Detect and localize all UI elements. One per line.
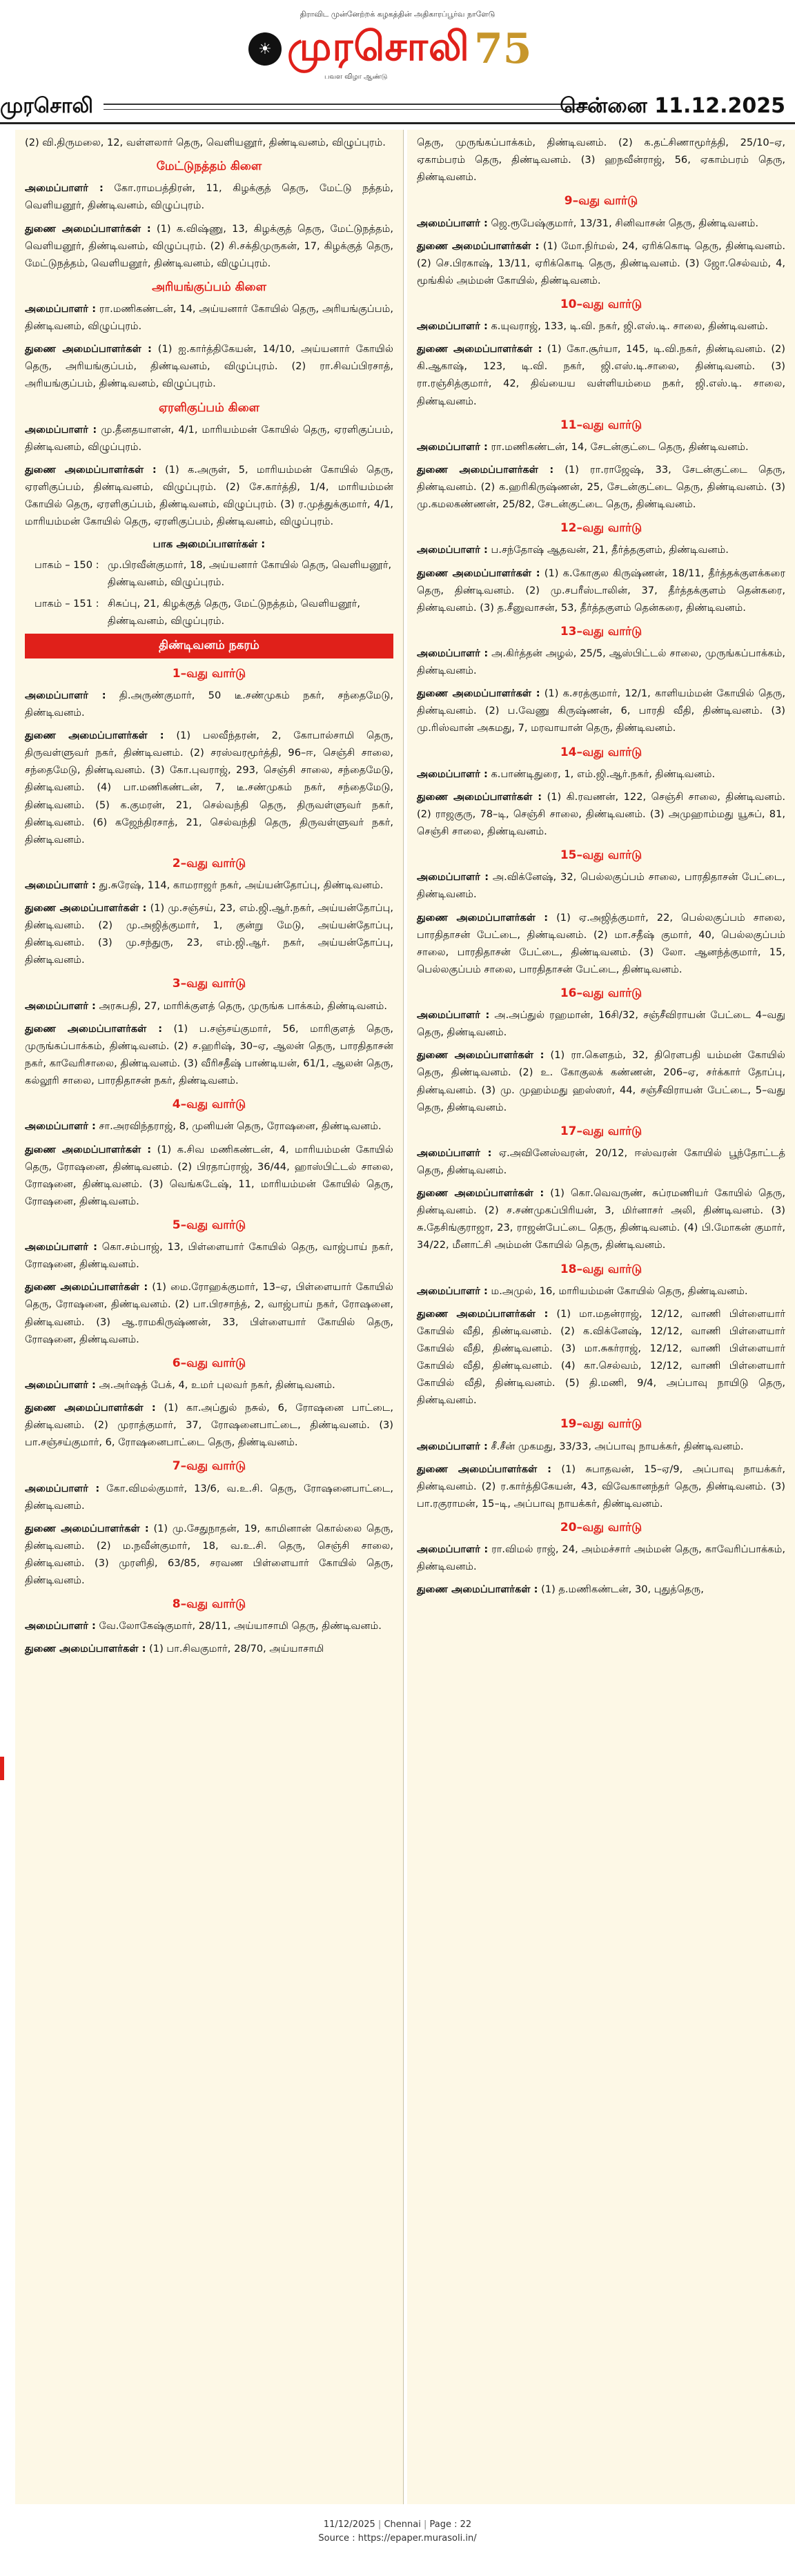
leader-details: க.யுவராஜ், 133, டி.வி. நகர், ஜி.எஸ்.டி. சாலை, திண்டிவனம். (491, 320, 769, 333)
leader-entry (417, 215, 785, 232)
leader-details: ப.சந்தோஷ் ஆதவன், 21, தீர்த்தகுளம், திண்டிவனம். (491, 544, 729, 556)
ward-section (417, 416, 785, 514)
page-footer (0, 2518, 795, 2545)
booth-details: சிசுப்பு, 21, கிழக்குத் தெரு, மேட்டுநத்தம், வெளியனூர், திண்டிவனம், விழுப்புரம். (108, 598, 361, 627)
deputies-entry (417, 788, 785, 840)
leader-entry (417, 765, 785, 783)
leader-details: சீ.சீன் முகமது, 33/33, அப்பாவு நாயக்கர், திண்டிவனம். (491, 1440, 744, 1452)
deputies-entry (417, 1581, 785, 1598)
city: சென்னை (560, 94, 647, 118)
deputies-entry (25, 1640, 393, 1657)
leader-label: அமைப்பாளர் : (25, 689, 106, 701)
leader-details: ம.அமுல், 16, மாரியம்மன் கோயில் தெரு, திண்டிவனம். (491, 1285, 748, 1297)
left-intro: (2) வி.திருமலை, 12, வள்ளலார் தெரு, வெளியனூர், திண்டிவனம், விழுப்புரம். (25, 137, 386, 148)
leader-details: ரா.மணிகண்டன், 14, அய்யனார் கோயில் தெரு, அரியங்குப்பம், திண்டிவனம், விழுப்புரம். (25, 303, 394, 333)
leader-entry (25, 300, 393, 335)
leader-entry (25, 1480, 393, 1514)
header-rule-thin (104, 109, 588, 110)
deputies-label: துணை அமைப்பாளர்கள் : (25, 902, 147, 915)
deputies-label: துணை அமைப்பாளர்கள் : (417, 463, 554, 476)
leader-entry (417, 1541, 785, 1575)
leader-label: அமைப்பாளர் : (25, 1378, 96, 1391)
ward-title: 7–வது வார்டு (172, 1459, 246, 1474)
dateline (560, 94, 785, 121)
leader-details: க.பாண்டிதுரை, 1, எம்.ஜி.ஆர்.நகர், திண்டிவனம். (491, 768, 716, 780)
deputies-entry (25, 1520, 393, 1589)
ward-list-right (417, 191, 785, 1598)
deputies-label: துணை அமைப்பாளர்கள் : (25, 1402, 156, 1414)
ward-title: 19–வது வார்டு (560, 1417, 642, 1432)
leader-entry (417, 1438, 785, 1455)
leader-entry (25, 997, 393, 1015)
booth-details: மு.பிரவீன்குமார், 18, அய்யனார் கோயில் தெரு, வெளியனூர், திண்டிவனம், விழுப்புரம். (108, 559, 392, 589)
deputies-entry (417, 909, 785, 978)
deputies-details: (1) மை.ரோஹக்குமார், 13–ஏ, பிள்ளையார் கோயில் தெரு, ரோஷனை, திண்டிவனம். (2) பா.பிரசாந்த், 2, வாஜ்பாய் நகர், ரோஷனை, திண்டிவனம். (3) ஆ.ராமகிருஷ்ணன், 33, பிள்ளையார் கோயில் தெரு, ரோஷனை, திண்டிவனம். (25, 1281, 393, 1345)
footer-page: Page : 22 (429, 2519, 472, 2530)
leader-details: து.சுரேஷ், 114, காமராஜர் நகர், அய்யன்தோப்பு, திண்டிவனம். (99, 879, 384, 892)
ward-section (25, 664, 393, 848)
deputies-entry (25, 1399, 393, 1451)
deputies-details: (1) க.விஷ்ணு, 13, கிழக்குத் தெரு, மேட்டுநத்தம், வெளியனூர், திண்டிவனம், விழுப்புரம். (2) சி.சக்திமுருகன், 17, கிழக்குத் தெரு, மேட்டுநத்தம், வெளியனூர், திண்டிவனம், விழுப்புரம். (25, 222, 394, 269)
ward-section (25, 1095, 393, 1210)
deputies-details: (1) ப.சஞ்சய்குமார், 56, மாரிகுளத் தெரு, முருங்கப்பாக்கம், திண்டிவனம். (2) ச.ஹரிஷ், 30–ஏ, ஆலன் தெரு, பாரதிதாசன் நகர், காவேரிசாலை, திண்டிவனம். (3) வீரிசதீஷ் பாண்டியன், 61/1, ஆலன் தெரு, கல்லூரி சாலை, பாரதிதாசன் நகர், திண்டிவனம். (25, 1022, 393, 1087)
deputies-details: (1) கா.அப்துல் நசுல், 6, ரோஷனை பாட்டை, திண்டிவனம். (2) முராத்குமார், 37, ரோஷனைபாட்டை, திண்டிவனம். (3) பா.சஞ்சய்குமார், 6, ரோஷனைபாட்டை தெரு, திண்டிவனம். (25, 1402, 394, 1449)
deputies-details: (1) ஏ.அஜித்குமார், 22, பெல்லகுப்பம் சாலை, பாரதிதாசன் பேட்டை, திண்டிவனம். (2) மா.சதீஷ் குமார், 40, பெல்லகுப்பம் சாலை, பாரதிதாசன் பேட்டை, திண்டிவனம். (3) லோ. ஆனந்த்குமார், 15, பெல்லகுப்பம் சாலை, பாரதிதாசன் பேட்டை, திண்டிவனம். (417, 911, 786, 975)
deputies-details: (1) மா.மதன்ராஜ், 12/12, வாணி பிள்ளையார் கோயில் வீதி, திண்டிவனம். (2) க.விக்னேஷ், 12/12, வாணி பிள்ளையார் கோயில் வீதி, திண்டிவனம். (3) மா.சுகர்ராஜ், 12/12, வாணி பிள்ளையார் கோயில் வீதி, திண்டிவனம். (4) கா.செல்வம், 12/12, வாணி பிள்ளையார் கோயில் வீதி, திண்டிவனம். (5) தி.மணி, 9/4, அப்பாவு நாயிடு தெரு, திண்டிவனம். (417, 1307, 786, 1407)
sun-emblem-icon: ☀ (248, 32, 282, 66)
deputies-details: (1) கொ.வெவருண், சுப்ரமணியர் கோயில் தெரு, திண்டிவனம். (2) ச.சண்முகப்பிரியன், 3, மிர்னாசர் அலி, திண்டிவனம். (3) சு.தேசிங்குராஜா, 23, ராஜன்பேட்டை தெரு, திண்டிவனம். (4) பி.மோகன் குமார், 34/22, மீனாட்சி அம்மன் கோயில் தெரு, திண்டிவனம். (417, 1187, 785, 1251)
ward-section (417, 1260, 785, 1409)
ward-section (417, 743, 785, 841)
deputies-label: துணை அமைப்பாளர்கள் : (417, 790, 542, 803)
branch-section (25, 277, 393, 393)
ward-title: 8–வது வார்டு (172, 1597, 246, 1612)
right-intro: தெரு, முருங்கப்பாக்கம், திண்டிவனம். (2) க.தட்சிணாமூர்த்தி, 25/10–ஏ, ஏகாம்பரம் தெரு, திண்டிவனம். (3) ஹநவீன்ராஜ், 56, ஏகாம்பரம் தெரு, திண்டிவனம். (417, 137, 785, 184)
right-column (407, 130, 795, 2504)
deputies-label: துணை அமைப்பாளர்கள் : (417, 1187, 544, 1200)
branch-title: மேட்டுநத்தம் கிளை (156, 159, 262, 174)
ward-section (417, 1518, 785, 1599)
deputies-details: (1) பா.சிவகுமார், 28/70, அய்யாசாமி (149, 1643, 324, 1655)
deputies-label: துணை அமைப்பாளர்கள் : (417, 687, 540, 700)
leader-label: அமைப்பாளர் : (417, 647, 489, 660)
header-rule (104, 104, 588, 105)
leader-entry (25, 179, 393, 214)
booth-title: பாக அமைப்பாளர்கள் : (153, 538, 266, 551)
deputies-label: துணை அமைப்பாளர்கள் : (417, 1049, 544, 1062)
deputies-label: துணை அமைப்பாளர்கள் : (417, 343, 542, 355)
masthead-subtitle: பவள விழா ஆண்டு (324, 73, 388, 81)
ward-title: 6–வது வார்டு (172, 1356, 246, 1370)
leader-label: அமைப்பாளர் : (417, 1543, 489, 1556)
leader-details: அ.அப்துல் ரஹமான், 16சி/32, சஞ்சீவிராயன் பேட்டை 4–வது தெரு, திண்டிவனம். (417, 1009, 785, 1039)
deputies-entry (25, 727, 393, 848)
booth-section (25, 536, 393, 630)
ward-title: 3–வது வார்டு (172, 977, 246, 991)
booth-label: பாகம் – 150 : (35, 559, 99, 572)
ward-section (25, 1456, 393, 1589)
leader-entry (25, 1118, 393, 1135)
deputies-details: (1) மோ.நிர்மல், 24, ஏரிக்கொடி தெரு, திண்டிவனம். (2) செ.பிரகாஷ், 13/11, ஏரிக்கொடி தெரு, திண்டிவனம். (3) ஜோ.செல்வம், 4, மூங்கில் அம்மன் கோயில், திண்டிவனம். (417, 240, 786, 286)
masthead (0, 0, 795, 93)
ward-section (417, 518, 785, 616)
deputies-label: துணை அமைப்பாளர்கள் : (25, 1143, 152, 1155)
deputies-label: துணை அமைப்பாளர்கள் : (25, 343, 152, 355)
anniversary-badge: 75 (474, 25, 532, 73)
branch-list (25, 157, 393, 530)
leader-entry (417, 541, 785, 558)
ward-title: 14–வது வார்டு (560, 745, 642, 759)
leader-label: அமைப்பாளர் : (25, 879, 96, 892)
leader-entry (417, 1282, 785, 1300)
deputies-label: துணை அமைப்பாளர்கள் : (417, 1583, 538, 1596)
deputies-label: துணை அமைப்பாளர்கள் : (25, 222, 151, 235)
logo-text: முரசொலி (287, 23, 470, 70)
deputies-entry (417, 1184, 785, 1253)
leader-details: வே.லோகேஷ்குமார், 28/11, அய்யாசாமி தெரு, திண்டிவனம். (99, 1620, 382, 1632)
leader-label: அமைப்பாளர் : (25, 999, 96, 1012)
leader-details: ரா.விமல் ராஜ், 24, அம்மச்சார் அம்மன் தெரு, காவேரிப்பாக்கம், திண்டிவனம். (417, 1543, 786, 1573)
leader-details: கொ.சம்பாஜ், 13, பிள்ளையார் கோயில் தெரு, வாஜ்பாய் நகர், ரோஷனை, திண்டிவனம். (25, 1241, 393, 1271)
deputies-entry (25, 461, 393, 530)
ward-section (25, 854, 393, 969)
deputies-details: (1) க.சிவ மணிகண்டன், 4, மாரியம்மன் கோயில் தெரு, ரோஷனை, திண்டிவனம். (2) பிரதாப்ராஜ், 36/44, ஹாஸ்பிட்டல் சாலை, ரோஷனை, திண்டிவனம். (3) வெங்கடேஷ், 11, மாரியம்மன் கோயில் தெரு, ரோஷனை, திண்டிவனம். (25, 1143, 394, 1207)
ward-section (25, 1354, 393, 1452)
leader-details: மு.தீனதயாளன், 4/1, மாரியம்மன் கோயில் தெரு, ஏரளிகுப்பம், திண்டிவனம், விழுப்புரம். (25, 423, 393, 453)
deputies-label: துணை அமைப்பாளர்கள் : (417, 240, 540, 252)
booth-row (25, 595, 393, 630)
ward-list-left (25, 664, 393, 1658)
leader-entry (25, 1617, 393, 1635)
ward-title: 16–வது வார்டு (560, 986, 642, 1000)
deputies-entry (417, 565, 785, 616)
ward-title: 20–வது வார்டு (560, 1521, 642, 1535)
deputies-entry (417, 1461, 785, 1512)
leader-details: சா.அரவிந்தராஜ், 8, முனியன் தெரு, ரோஷனை, திண்டிவனம். (99, 1120, 382, 1133)
leader-label: அமைப்பாளர் : (417, 320, 488, 333)
leader-entry (417, 318, 785, 335)
deputies-details: (1) ரா.கௌதம், 32, திரௌபதி யம்மன் கோயில் தெரு, திண்டிவனம். (2) உ. கோகுலக் கண்ணன், 206–ஏ, சர்க்கார் தோப்பு, திண்டிவனம். (3) மு. முஹம்மது ஹஸ்ஸர், 44, சஞ்சீவிராயன் பேட்டை, 5–வது தெரு, திண்டிவனம். (417, 1049, 785, 1113)
booth-label: பாகம் – 151 : (35, 598, 99, 610)
footer-edition: Chennai (384, 2519, 421, 2530)
leader-details: கோ.விமல்குமார், 13/6, வ.உ.சி. தெரு, ரோஷனைபாட்டை, திண்டிவனம். (25, 1482, 393, 1512)
leader-entry (25, 421, 393, 456)
deputies-entry (417, 1046, 785, 1115)
leader-label: அமைப்பாளர் : (25, 182, 104, 195)
deputies-label: துணை அமைப்பாளர்கள் : (25, 730, 164, 742)
ward-title: 12–வது வார்டு (560, 521, 642, 536)
leader-details: அரசுபதி, 27, மாரிக்குளத் தெரு, முருங்க பாக்கம், திண்டிவனம். (99, 999, 388, 1012)
leader-label: அமைப்பாளர் : (417, 871, 489, 884)
deputies-details: (1) க.சரத்குமார், 12/1, காளியம்மன் கோயில் தெரு, திண்டிவனம். (2) ப.வேணு கிருஷ்ணன், 6, பாரதி வீதி, திண்டிவனம். (3) மு.ரிஸ்வான் அகமது, 7, மரவாயான் தெரு, திண்டிவனம். (417, 687, 786, 734)
deputies-details: (1) க.கோகுல கிருஷ்ணன், 18/11, தீர்த்தக்குளக்கரை தெரு, திண்டிவனம். (2) மு.சபரீஸ்டாலின், 37, தீர்த்தக்குளம் தென்கரை, திண்டிவனம். (3) த.சீனுவாசன், 53, தீர்த்தகுளம் தென்கரை, திண்டிவனம். (417, 567, 785, 614)
leader-label: அமைப்பாளர் : (25, 1482, 100, 1494)
leader-label: அமைப்பாளர் : (25, 303, 97, 315)
leader-details: தி.அருண்குமார், 50 டீ.சண்முகம் நகர், சந்தைமேடு, திண்டிவனம். (25, 689, 393, 719)
leader-entry (417, 868, 785, 903)
ward-section (417, 191, 785, 289)
deputies-label: துணை அமைப்பாளர்கள் : (417, 567, 540, 579)
deputies-details: (1) மு.சஞ்சய், 23, எம்.ஜி.ஆர்.நகர், அய்யன்தோப்பு, திண்டிவனம். (2) மு.அஜித்குமார், 1, குன்று மேடு, அய்யன்தோப்பு, திண்டிவனம். (3) மு.சந்துரு, 23, எம்.ஜி.ஆர். நகர், அய்யன்தோப்பு, திண்டிவனம். (25, 902, 393, 966)
deputies-label: துணை அமைப்பாளர்கள் : (417, 911, 549, 924)
deputies-details: (1) கோ.சூர்யா, 145, டி.வி.நகர், திண்டிவனம். (2) கி.ஆகாஷ், 123, டி.வி. நகர், ஜி.எஸ்.டி.சாலை, திண்டிவனம். (3) ரா.ரஞ்சித்குமார், 42, திவ்யைய வள்ளியம்மை நகர், ஜி.எஸ்.டி. சாலை, திண்டிவனம். (417, 343, 786, 407)
leader-label: அமைப்பாளர் : (417, 1285, 488, 1297)
ward-title: 1–வது வார்டு (172, 666, 246, 681)
ward-section (25, 974, 393, 1089)
deputies-entry (417, 340, 785, 409)
leader-label: அமைப்பாளர் : (417, 217, 488, 229)
branch-section (25, 398, 393, 531)
deputies-details: (1) த.மணிகண்டன், 30, புதுத்தெரு, (541, 1583, 704, 1596)
leader-label: அமைப்பாளர் : (25, 1620, 96, 1632)
leader-entry (25, 1376, 393, 1394)
ward-section (25, 1216, 393, 1348)
deputies-details: (1) பலவீந்தரன், 2, கோபால்சாமி தெரு, திருவள்ளுவர் நகர், திண்டிவனம். (2) சரஸ்வரமூர்த்தி, 96–ஈ, செஞ்சி சாலை, சந்தைமேடு, திண்டிவனம். (3) கோ.புவராஜ், 293, செஞ்சி சாலை, சந்தைமேடு, திண்டிவனம். (4) பா.மணிகண்டன், 7, டீ.சண்முகம் நகர், சந்தைமேடு, திண்டிவனம். (5) க.குமரன், 21, செல்வந்தி தெரு, திருவள்ளுவர் நகர், திண்டிவனம். (6) கஜேந்திரசாத், 21, செல்வந்தி தெரு, திருவள்ளுவர் நகர், திண்டிவனம். (25, 730, 394, 846)
ward-section (417, 622, 785, 737)
deputies-entry (417, 1305, 785, 1409)
ward-section (417, 846, 785, 978)
paper-name: முரசொலி (0, 94, 93, 118)
deputies-label: துணை அமைப்பாளர்கள் : (417, 1307, 549, 1320)
leader-entry (25, 877, 393, 894)
leader-details: அ.கிர்த்தன் அழல், 25/5, ஆஸ்பிட்டல் சாலை, முருங்கப்பாக்கம், திண்டிவனம். (417, 647, 785, 677)
ward-title: 2–வது வார்டு (172, 856, 246, 870)
ward-section (417, 295, 785, 410)
footer-date: 11/12/2025 (323, 2519, 375, 2530)
branch-title: ஏரளிகுப்பம் கிளை (158, 400, 260, 415)
footer-separator: | (423, 2519, 430, 2530)
leader-entry (417, 645, 785, 679)
deputies-label: துணை அமைப்பாளர்கள் : (25, 1022, 163, 1035)
leader-details: ஏ.அவினேஸ்வரன், 20/12, ஈஸ்வரன் கோயில் பூந்தோட்டத் தெரு, திண்டிவனம். (417, 1146, 786, 1177)
leader-label: அமைப்பாளர் : (417, 768, 488, 780)
leader-label: அமைப்பாளர் : (417, 1440, 488, 1452)
deputies-details: (1) ரா.ராஜேஷ், 33, சேடன்குட்டை தெரு, திண்டிவனம். (2) க.ஹரிகிருஷ்ணன், 25, சேடன்குட்டை தெரு, திண்டிவனம். (3) மு.கமலகண்ணன், 25/82, சேடன்குட்டை தெரு, திண்டிவனம். (417, 463, 785, 511)
booth-rows (25, 556, 393, 630)
leader-label: அமைப்பாளர் : (25, 1120, 96, 1133)
town-title: திண்டிவனம் நகரம் (25, 634, 393, 658)
leader-entry (417, 1144, 785, 1179)
leader-details: ரா.மணிகண்டன், 14, சேடன்குட்டை தெரு, திண்டிவனம். (491, 440, 749, 453)
leader-label: அமைப்பாளர் : (25, 1241, 97, 1253)
deputies-label: துணை அமைப்பாளர்கள் : (25, 463, 157, 476)
deputies-details: (1) கி.ரவணன், 122, செஞ்சி சாலை, திண்டிவனம். (2) ராஜகுரு, 78–டி, செஞ்சி சாலை, திண்டிவனம். (3) அமுஹாம்மது யூசுப், 81, செஞ்சி சாலை, திண்டிவனம். (417, 790, 785, 838)
column-divider (403, 130, 404, 2504)
deputies-label: துணை அமைப்பாளர்கள் : (25, 1522, 149, 1534)
leader-label: அமைப்பாளர் : (417, 1009, 490, 1022)
deputies-entry (25, 1278, 393, 1347)
ward-title: 15–வது வார்டு (560, 848, 642, 863)
ward-title: 13–வது வார்டு (560, 624, 642, 638)
footer-source[interactable]: Source : https://epaper.murasoli.in/ (318, 2533, 477, 2544)
leader-label: அமைப்பாளர் : (417, 544, 488, 556)
issue-date: 11.12.2025 (654, 94, 785, 118)
ward-section (417, 984, 785, 1116)
deputies-label: துணை அமைப்பாளர்கள் : (25, 1281, 148, 1294)
leader-entry (25, 687, 393, 721)
leader-entry (25, 1238, 393, 1273)
masthead-tagline: திராவிட முன்னேற்றக் கழகத்தின் அதிகாரப்பூர்வ நாளேடு (300, 10, 495, 19)
deputies-details: (1) க.அருள், 5, மாரியம்மன் கோயில் தெரு, ஏரளிகுப்பம், திண்டிவனம், விழுப்புரம். (2) சே.கார்த்தி, 1/4, மாரியம்மன் கோயில் தெரு, ஏரளிகுப்பம், திண்டிவனம், விழுப்புரம். (3) ர.முத்துக்குமார், 4/1, மாரியம்மன் கோயில் தெரு, ஏரளிகுப்பம், திண்டிவனம், விழுப்புரம். (25, 463, 393, 528)
deputies-entry (25, 1141, 393, 1210)
branch-section (25, 157, 393, 272)
ward-title: 17–வது வார்டு (560, 1124, 642, 1138)
ward-title: 11–வது வார்டு (560, 418, 642, 432)
leader-details: கோ.ராமபத்திரன், 11, கிழக்குத் தெரு, மேட்டு நத்தம், வெளியனூர், திண்டிவனம், விழுப்புரம். (25, 182, 393, 212)
deputies-entry (25, 899, 393, 968)
ward-title: 10–வது வார்டு (560, 297, 642, 311)
deputies-details: (1) ஐ.கார்த்திகேயன், 14/10, அய்யனார் கோயில் தெரு, அரியங்குப்பம், திண்டிவனம், விழுப்புரம். (2) ரா.சிவப்பிரசாத், அரியங்குப்பம், திண்டிவனம், விழுப்புரம். (25, 343, 393, 390)
deputies-details: (1) சுபாதவன், 15–ஏ/9, அப்பாவு நாயக்கர், திண்டிவனம். (2) ர.கார்த்திகேயன், 43, விவேகானந்தர் தெரு, திண்டிவனம். (3) பா.ரகுராமன், 15–டி, அப்பாவு நாயக்கர், திண்டிவனம். (417, 1463, 786, 1510)
leader-label: அமைப்பாளர் : (417, 1146, 492, 1159)
ward-section (417, 1122, 785, 1254)
deputies-entry (417, 461, 785, 513)
branch-title: அரியங்குப்பம் கிளை (152, 280, 266, 294)
ward-title: 5–வது வார்டு (172, 1218, 246, 1232)
deputies-entry (417, 237, 785, 289)
leader-details: ஜெ.ரூபேஷ்குமார், 13/31, சினிவாசன் தெரு, திண்டிவனம். (491, 217, 759, 229)
deputies-label: துணை அமைப்பாளர்கள் : (417, 1463, 551, 1475)
deputies-entry (25, 1020, 393, 1089)
left-column (15, 130, 403, 2504)
deputies-entry (25, 340, 393, 392)
leader-details: அ.விக்னேஷ், 32, பெல்லகுப்பம் சாலை, பாரதிதாசன் பேட்டை, திண்டிவனம். (417, 871, 785, 901)
leader-entry (417, 438, 785, 456)
ward-section (25, 1594, 393, 1657)
deputies-entry (25, 220, 393, 272)
edge-marker (0, 1757, 4, 1780)
footer-separator: | (377, 2519, 384, 2530)
leader-details: அ.அர்ஷத் பேக், 4, உமர் புலவர் நகர், திண்டிவனம். (99, 1378, 335, 1391)
ward-title: 18–வது வார்டு (560, 1262, 642, 1276)
ward-section (417, 1414, 785, 1512)
booth-row (25, 556, 393, 591)
ward-title: 4–வது வார்டு (172, 1097, 246, 1112)
deputies-entry (417, 685, 785, 736)
leader-entry (417, 1006, 785, 1041)
leader-label: அமைப்பாளர் : (417, 440, 488, 453)
masthead-logo (248, 18, 545, 80)
leader-label: அமைப்பாளர் : (25, 423, 97, 436)
deputies-details: (1) மு.சேதுநாதன், 19, காமினான் கொல்லை தெரு, திண்டிவனம். (2) ம.நவீன்குமார், 18, வ.உ.சி. தெரு, செஞ்சி சாலை, திண்டிவனம். (3) முரளிதி, 63/85, சரவண பிள்ளையார் கோயில் தெரு, திண்டிவனம். (25, 1522, 393, 1586)
deputies-label: துணை அமைப்பாளர்கள் : (25, 1643, 146, 1655)
page-header (0, 88, 795, 124)
ward-title: 9–வது வார்டு (564, 194, 638, 208)
